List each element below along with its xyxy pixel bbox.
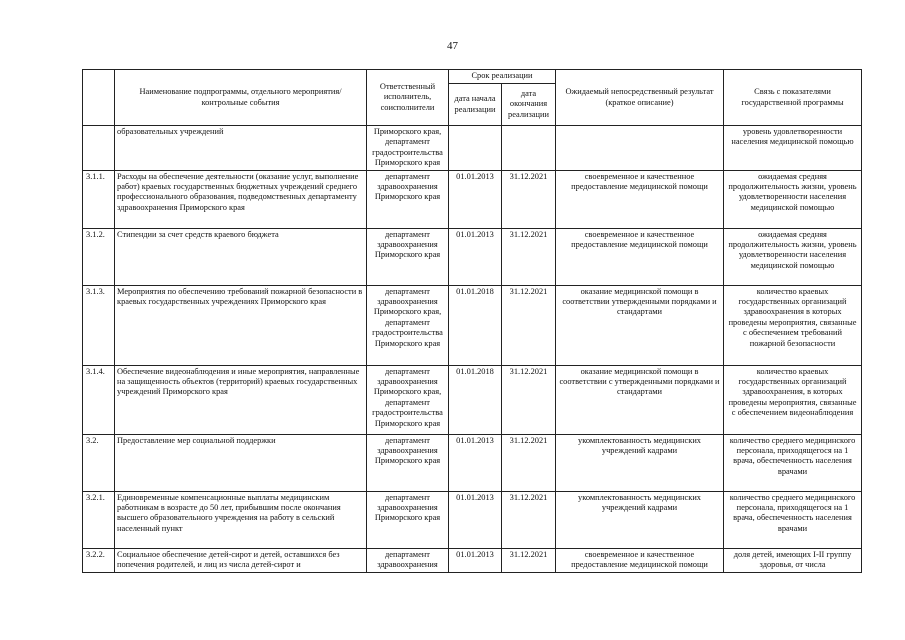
table-body <box>83 126 862 573</box>
row-result: своевременное и качественное предоставление медицинской помощи <box>556 228 724 285</box>
header-start-date: дата начала реализации <box>449 84 502 126</box>
row-executor: департамент здравоохранения Приморского края <box>367 434 449 491</box>
row-end-date: 31.12.2021 <box>502 228 556 285</box>
program-table <box>82 69 862 573</box>
row-executor: департамент здравоохранения Приморского края, департамент градостроительства Приморского края <box>367 285 449 365</box>
row-executor: департамент здравоохранения <box>367 548 449 572</box>
row-executor: департамент здравоохранения Приморского края, департамент градостроительства Приморского края <box>367 365 449 434</box>
row-name: Стипендии за счет средств краевого бюджета <box>115 228 367 285</box>
row-result: укомплектованность медицинских учреждений кадрами <box>556 434 724 491</box>
row-name: Предоставление мер социальной поддержки <box>115 434 367 491</box>
row-executor: департамент здравоохранения Приморского края <box>367 491 449 548</box>
row-start-date: 01.01.2018 <box>449 285 502 365</box>
table-row <box>83 228 862 285</box>
row-number: 3.2.1. <box>83 491 115 548</box>
row-number: 3.2. <box>83 434 115 491</box>
row-link: количество краевых государственных организаций здравоохранения, в которых проведены мероприятия, связанные с обеспечением видеонаблюдения <box>724 365 862 434</box>
row-link: ожидаемая средняя продолжительность жизни, уровень удовлетворенности населения медицинской помощью <box>724 228 862 285</box>
row-executor: Приморского края, департамент градостроительства Приморского края <box>367 126 449 171</box>
row-link: уровень удовлетворенности населения медицинской помощью <box>724 126 862 171</box>
row-name: Расходы на обеспечение деятельности (оказание услуг, выполнение работ) краевых государственных бюджетных учреждений среднего профессионального образования, подведомственных департаменту здравоохранения Приморского края <box>115 170 367 228</box>
table-row <box>83 434 862 491</box>
row-end-date: 31.12.2021 <box>502 491 556 548</box>
row-end-date: 31.12.2021 <box>502 434 556 491</box>
row-link: доля детей, имеющих I-II группу здоровья, от числа <box>724 548 862 572</box>
header-end-date: дата окончания реализации <box>502 84 556 126</box>
row-start-date: 01.01.2013 <box>449 548 502 572</box>
row-end-date: 31.12.2021 <box>502 548 556 572</box>
row-end-date: 31.12.2021 <box>502 365 556 434</box>
page-number: 47 <box>447 40 458 52</box>
table-row <box>83 170 862 228</box>
header-executor: Ответственный исполнитель, соисполнители <box>367 70 449 126</box>
row-number <box>83 126 115 171</box>
row-start-date: 01.01.2018 <box>449 365 502 434</box>
row-start-date: 01.01.2013 <box>449 434 502 491</box>
row-start-date: 01.01.2013 <box>449 491 502 548</box>
row-name: Обеспечение видеонаблюдения и иные мероприятия, направленные на защищенность объектов (территорий) краевых государственных учреждений Приморского края <box>115 365 367 434</box>
row-name: Единовременные компенсационные выплаты медицинским работникам в возрасте до 50 лет, прибывшим после окончания высшего образовательного учреждения на работу в сельский населенный пункт <box>115 491 367 548</box>
row-link: количество краевых государственных организаций здравоохранения в которых проведены мероприятия, связанные с обеспечением требований пожарной безопасности <box>724 285 862 365</box>
row-name: Социальное обеспечение детей-сирот и детей, оставшихся без попечения родителей, и лиц из числа детей-сирот и <box>115 548 367 572</box>
row-result: своевременное и качественное предоставление медицинской помощи <box>556 548 724 572</box>
row-name: Мероприятия по обеспечению требований пожарной безопасности в краевых государственных учреждениях Приморского края <box>115 285 367 365</box>
row-number: 3.2.2. <box>83 548 115 572</box>
table-row <box>83 548 862 572</box>
row-end-date: 31.12.2021 <box>502 285 556 365</box>
row-executor: департамент здравоохранения Приморского края <box>367 228 449 285</box>
header-name: Наименование подпрограммы, отдельного мероприятия/контрольные события <box>115 70 367 126</box>
table-row <box>83 365 862 434</box>
row-result: укомплектованность медицинских учреждений кадрами <box>556 491 724 548</box>
table-row <box>83 126 862 171</box>
row-number: 3.1.2. <box>83 228 115 285</box>
row-number: 3.1.3. <box>83 285 115 365</box>
header-period: Срок реализации <box>449 70 556 84</box>
row-link: ожидаемая средняя продолжительность жизни, уровень удовлетворенности населения медицинской помощью <box>724 170 862 228</box>
table-row <box>83 491 862 548</box>
table-row <box>83 285 862 365</box>
row-start-date <box>449 126 502 171</box>
row-end-date <box>502 126 556 171</box>
row-number: 3.1.4. <box>83 365 115 434</box>
row-start-date: 01.01.2013 <box>449 170 502 228</box>
table-header <box>83 70 862 126</box>
row-name: образовательных учреждений <box>115 126 367 171</box>
header-link: Связь с показателями государственной программы <box>724 70 862 126</box>
row-result: оказание медицинской помощи в соответствии с утвержденными порядками и стандартами <box>556 365 724 434</box>
row-result: оказание медицинской помощи в соответствии утвержденными порядками и стандартами <box>556 285 724 365</box>
row-link: количество среднего медицинского персонала, приходящегося на 1 врача, обеспеченность населения врачами <box>724 491 862 548</box>
header-result: Ожидаемый непосредственный результат (краткое описание) <box>556 70 724 126</box>
row-executor: департамент здравоохранения Приморского края <box>367 170 449 228</box>
row-result: своевременное и качественное предоставление медицинской помощи <box>556 170 724 228</box>
row-start-date: 01.01.2013 <box>449 228 502 285</box>
header-number <box>83 70 115 126</box>
row-end-date: 31.12.2021 <box>502 170 556 228</box>
row-number: 3.1.1. <box>83 170 115 228</box>
row-link: количество среднего медицинского персонала, приходящегося на 1 врача, обеспеченность населения врачами <box>724 434 862 491</box>
row-result <box>556 126 724 171</box>
